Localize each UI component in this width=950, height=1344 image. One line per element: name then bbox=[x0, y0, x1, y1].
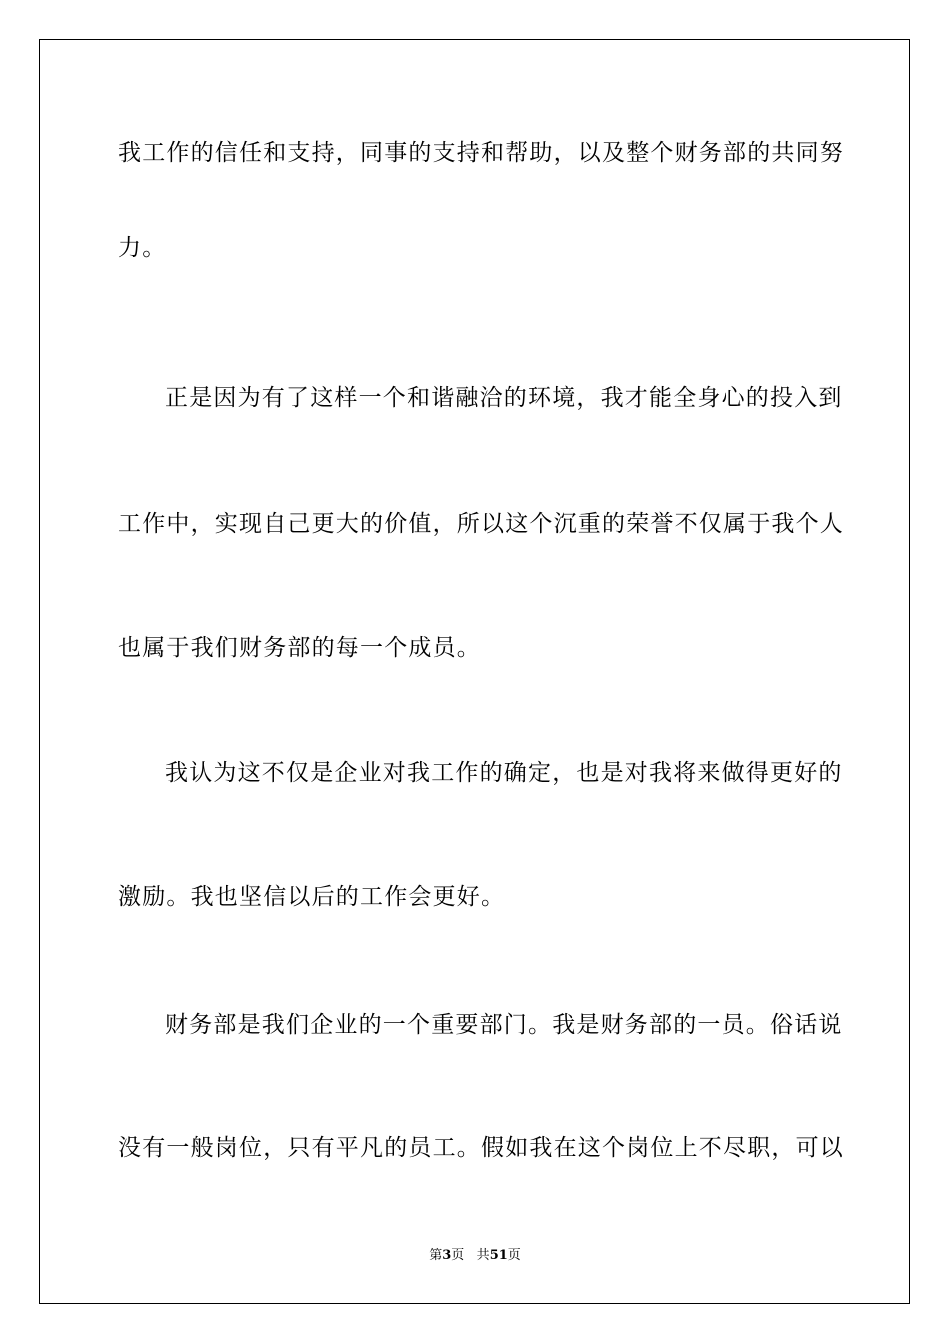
footer-page-suffix: 页 bbox=[451, 1248, 465, 1263]
total-pages-number: 51 bbox=[489, 1248, 508, 1263]
text-line-1: 我工作的信任和支持，同事的支持和帮助，以及整个财务部的共同努 bbox=[118, 140, 844, 166]
text-line-8: 财务部是我们企业的一个重要部门。我是财务部的一员。俗话说 bbox=[165, 1012, 843, 1038]
current-page-number: 3 bbox=[442, 1248, 452, 1263]
text-line-3: 正是因为有了这样一个和谐融洽的环境，我才能全身心的投入到 bbox=[165, 385, 843, 411]
text-line-6: 我认为这不仅是企业对我工作的确定，也是对我将来做得更好的 bbox=[165, 760, 843, 786]
page-footer bbox=[0, 1247, 950, 1265]
page-border bbox=[39, 39, 910, 1304]
text-line-7: 激励。我也坚信以后的工作会更好。 bbox=[118, 884, 506, 910]
text-line-2: 力。 bbox=[118, 235, 167, 261]
footer-total-prefix: 共 bbox=[476, 1248, 490, 1263]
text-line-5: 也属于我们财务部的每一个成员。 bbox=[118, 635, 481, 661]
text-line-4: 工作中，实现自己更大的价值，所以这个沉重的荣誉不仅属于我个人 bbox=[118, 511, 844, 537]
footer-prefix: 第 bbox=[429, 1248, 443, 1263]
text-line-9: 没有一般岗位，只有平凡的员工。假如我在这个岗位上不尽职，可以 bbox=[118, 1135, 844, 1161]
footer-total-suffix: 页 bbox=[507, 1248, 521, 1263]
